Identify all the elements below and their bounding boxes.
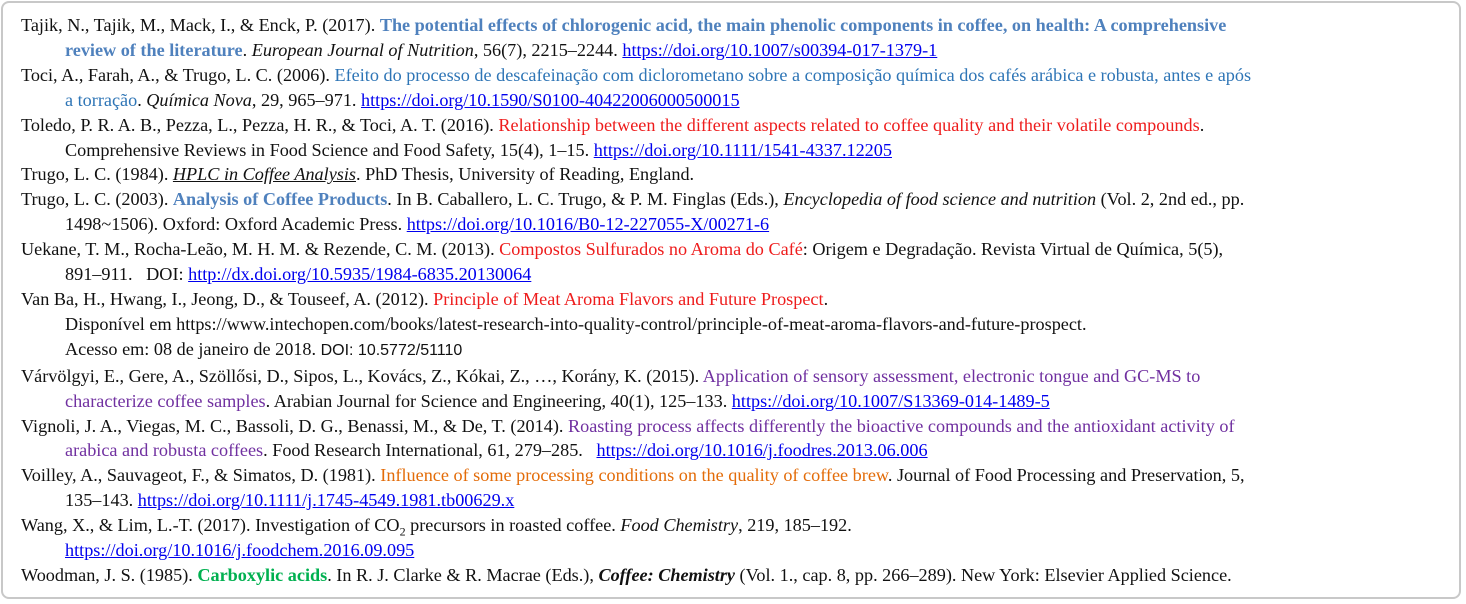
article-title: Efeito do processo de descafeinação com diclorometano sobre a composição química dos cafés arábica e robusta, antes e após <box>334 64 1252 85</box>
reference-tajik-2017: Tajik, N., Tajik, M., Mack, I., & Enck, P. (2017). The potential effects of chlorogenic acid, the main phenolic components in coffee, on health: A comprehensive review of the literature. European Journal of Nutrition, 56(7), 2215–2244. https://doi.org/10.1007/s00394-017-1379-1 <box>21 15 1227 60</box>
article-title-cont: arabica and robusta coffees <box>65 440 264 461</box>
reference-vanba-access <box>21 337 1451 364</box>
authors: Uekane, T. M., Rocha-Leão, M. H. M. & Rezende, C. M. (2013). <box>21 239 495 260</box>
doi-label: DOI: <box>146 264 184 285</box>
authors: Tajik, N., Tajik, M., Mack, I., & Enck, P. (2017). <box>21 15 376 35</box>
details: . In R. J. Clarke & R. Macrae (Eds.), <box>327 564 594 585</box>
reference-vanba-available: Disponível em https://www.intechopen.com/books/latest-research-into-quality-control/principle-of-meat-aroma-flavors-and-future-prospect. <box>65 313 1087 334</box>
reference-wang-2017 <box>21 513 1451 563</box>
details-pages: 1498~1506). Oxford: Oxford Academic Press. <box>65 214 403 235</box>
details: . In B. Caballero, L. C. Trugo, & P. M. Finglas (Eds.), <box>387 189 779 210</box>
reference-voilley-1981 <box>21 463 1451 513</box>
title-text: Investigation of CO <box>255 515 400 536</box>
book-title: Coffee: Chemistry <box>598 564 735 585</box>
details-publisher: (Vol. 1., cap. 8, pp. 266–289). New York: Elsevier Applied Science. <box>739 564 1232 585</box>
title-text-cont: precursors in roasted coffee. <box>410 515 616 536</box>
details-pages: 135–143. <box>65 490 134 511</box>
details: . Food Research International, 61, 279–285. <box>263 440 583 461</box>
article-title: Principle of Meat Aroma Flavors and Future Prospect <box>433 288 824 309</box>
reference-trugo-2003 <box>21 187 1451 237</box>
reference-vignoli-2014 <box>21 414 1451 464</box>
article-title-cont: review of the literature <box>65 39 243 60</box>
reference-varvolgyi-2015 <box>21 364 1451 414</box>
authors: Voilley, A., Sauvageot, F., & Simatos, D. (1981). <box>21 465 376 486</box>
details: . PhD Thesis, University of Reading, England. <box>355 164 695 185</box>
details: . Arabian Journal for Science and Engineering, 40(1), 125–133. <box>265 390 728 411</box>
details-volume: (Vol. 2, 2nd ed., pp. <box>1100 189 1245 210</box>
journal-name: Química Nova <box>146 89 252 110</box>
article-title: Compostos Sulfurados no Aroma do Café <box>499 239 803 260</box>
access-date: Acesso em: 08 de janeiro de 2018. <box>65 338 317 359</box>
doi-link[interactable]: https://doi.org/10.1111/j.1745-4549.1981.tb00629.x <box>137 490 515 511</box>
reference-toledo-2016: Toledo, P. R. A. B., Pezza, L., Pezza, H. R., & Toci, A. T. (2016). Relationship between the different aspects related to coffee quality and their volatile compounds. Comprehensive Reviews in Food Science and Food Safety, 15(4), 1–15. https://doi.org/10.1111/1541-4337.12205 <box>21 114 1205 160</box>
article-title-cont: characterize coffee samples <box>65 390 266 411</box>
article-title: Influence of some processing conditions on the quality of coffee brew <box>380 465 888 486</box>
details: 15(4), 1–15. <box>499 139 590 160</box>
doi-text: DOI: 10.5772/51110 <box>320 341 463 359</box>
doi-link[interactable]: http://dx.doi.org/10.5935/1984-6835.20130064 <box>188 264 532 285</box>
subscript: 2 <box>399 524 406 539</box>
journal-name: Comprehensive Reviews in Food Science and Food Safety, <box>65 139 496 160</box>
details: , 56(7), 2215–2244. <box>473 39 618 60</box>
details: , 219, 185–192. <box>738 515 852 536</box>
doi-link[interactable]: https://doi.org/10.1111/1541-4337.12205 <box>593 139 892 160</box>
doi-link[interactable]: https://doi.org/10.1016/j.foodchem.2016.09.095 <box>65 540 415 561</box>
authors: Vignoli, J. A., Viegas, M. C., Bassoli, D. G., Benassi, M., & De, T. (2014). <box>21 415 564 436</box>
details: : Origem e Degradação. Revista Virtual de Química, 5(5), <box>802 239 1224 260</box>
chapter-title: Analysis of Coffee Products <box>172 189 388 210</box>
doi-link[interactable]: https://doi.org/10.1016/B0-12-227055-X/00271-6 <box>406 214 770 235</box>
article-title: Roasting process affects differently the bioactive compounds and the antioxidant activity of <box>567 415 1235 436</box>
article-title: Relationship between the different aspects related to coffee quality and their volatile compounds <box>498 114 1200 135</box>
authors: Van Ba, H., Hwang, I., Jeong, D., & Touseef, A. (2012). <box>21 288 429 309</box>
details-pages: 891–911. <box>65 264 133 285</box>
authors: Trugo, L. C. (1984). <box>21 164 169 185</box>
chapter-title: Carboxylic acids <box>197 564 328 585</box>
doi-link[interactable]: https://doi.org/10.1590/S0100-40422006000500015 <box>361 89 740 110</box>
authors: Várvölgyi, E., Gere, A., Szöllősi, D., Sipos, L., Kovács, Z., Kókai, Z., …, Korány, K. (2015). <box>21 365 700 386</box>
reference-uekane-2013 <box>21 237 1451 287</box>
thesis-title: HPLC in Coffee Analysis <box>172 164 356 185</box>
reference-woodman-1985 <box>21 563 1451 588</box>
journal-name: European Journal of Nutrition <box>251 39 474 60</box>
reference-toci-2006: Toci, A., Farah, A., & Trugo, L. C. (2006). Efeito do processo de descafeinação com diclorometano sobre a composição química dos cafés arábica e robusta, antes e após a torração. Química Nova, 29, 965–971. https://doi.org/10.1590/S0100-40422006000500015 <box>21 64 1252 110</box>
article-title-cont: a torração <box>65 89 138 110</box>
authors: Toci, A., Farah, A., & Trugo, L. C. (2006). <box>21 64 330 85</box>
details: , 29, 965–971. <box>251 89 357 110</box>
authors: Trugo, L. C. (2003). <box>21 189 169 210</box>
article-title: Application of sensory assessment, electronic tongue and GC-MS to <box>702 365 1201 386</box>
book-title: Encyclopedia of food science and nutrition <box>783 189 1097 210</box>
reference-list <box>21 13 1451 588</box>
reference-trugo-1984 <box>21 162 1451 187</box>
details: . Journal of Food Processing and Preservation, 5, <box>887 465 1245 486</box>
doi-link[interactable]: https://doi.org/10.1016/j.foodres.2013.06.006 <box>596 440 928 461</box>
authors: Wang, X., & Lim, L.-T. (2017). <box>21 515 251 536</box>
article-title: The potential effects of chlorogenic acid, the main phenolic components in coffee, on health: A comprehensive <box>379 15 1227 35</box>
authors: Toledo, P. R. A. B., Pezza, L., Pezza, H. R., & Toci, A. T. (2016). <box>21 114 494 135</box>
reference-card <box>1 1 1461 599</box>
reference-vanba-2012: Van Ba, H., Hwang, I., Jeong, D., & Touseef, A. (2012). Principle of Meat Aroma Flavors and Future Prospect. <box>21 288 829 309</box>
doi-link[interactable]: https://doi.org/10.1007/S13369-014-1489-5 <box>731 390 1050 411</box>
authors: Woodman, J. S. (1985). <box>21 564 193 585</box>
doi-link[interactable]: https://doi.org/10.1007/s00394-017-1379-1 <box>622 39 938 60</box>
journal-name: Food Chemistry <box>620 515 739 536</box>
article-title <box>255 515 616 539</box>
